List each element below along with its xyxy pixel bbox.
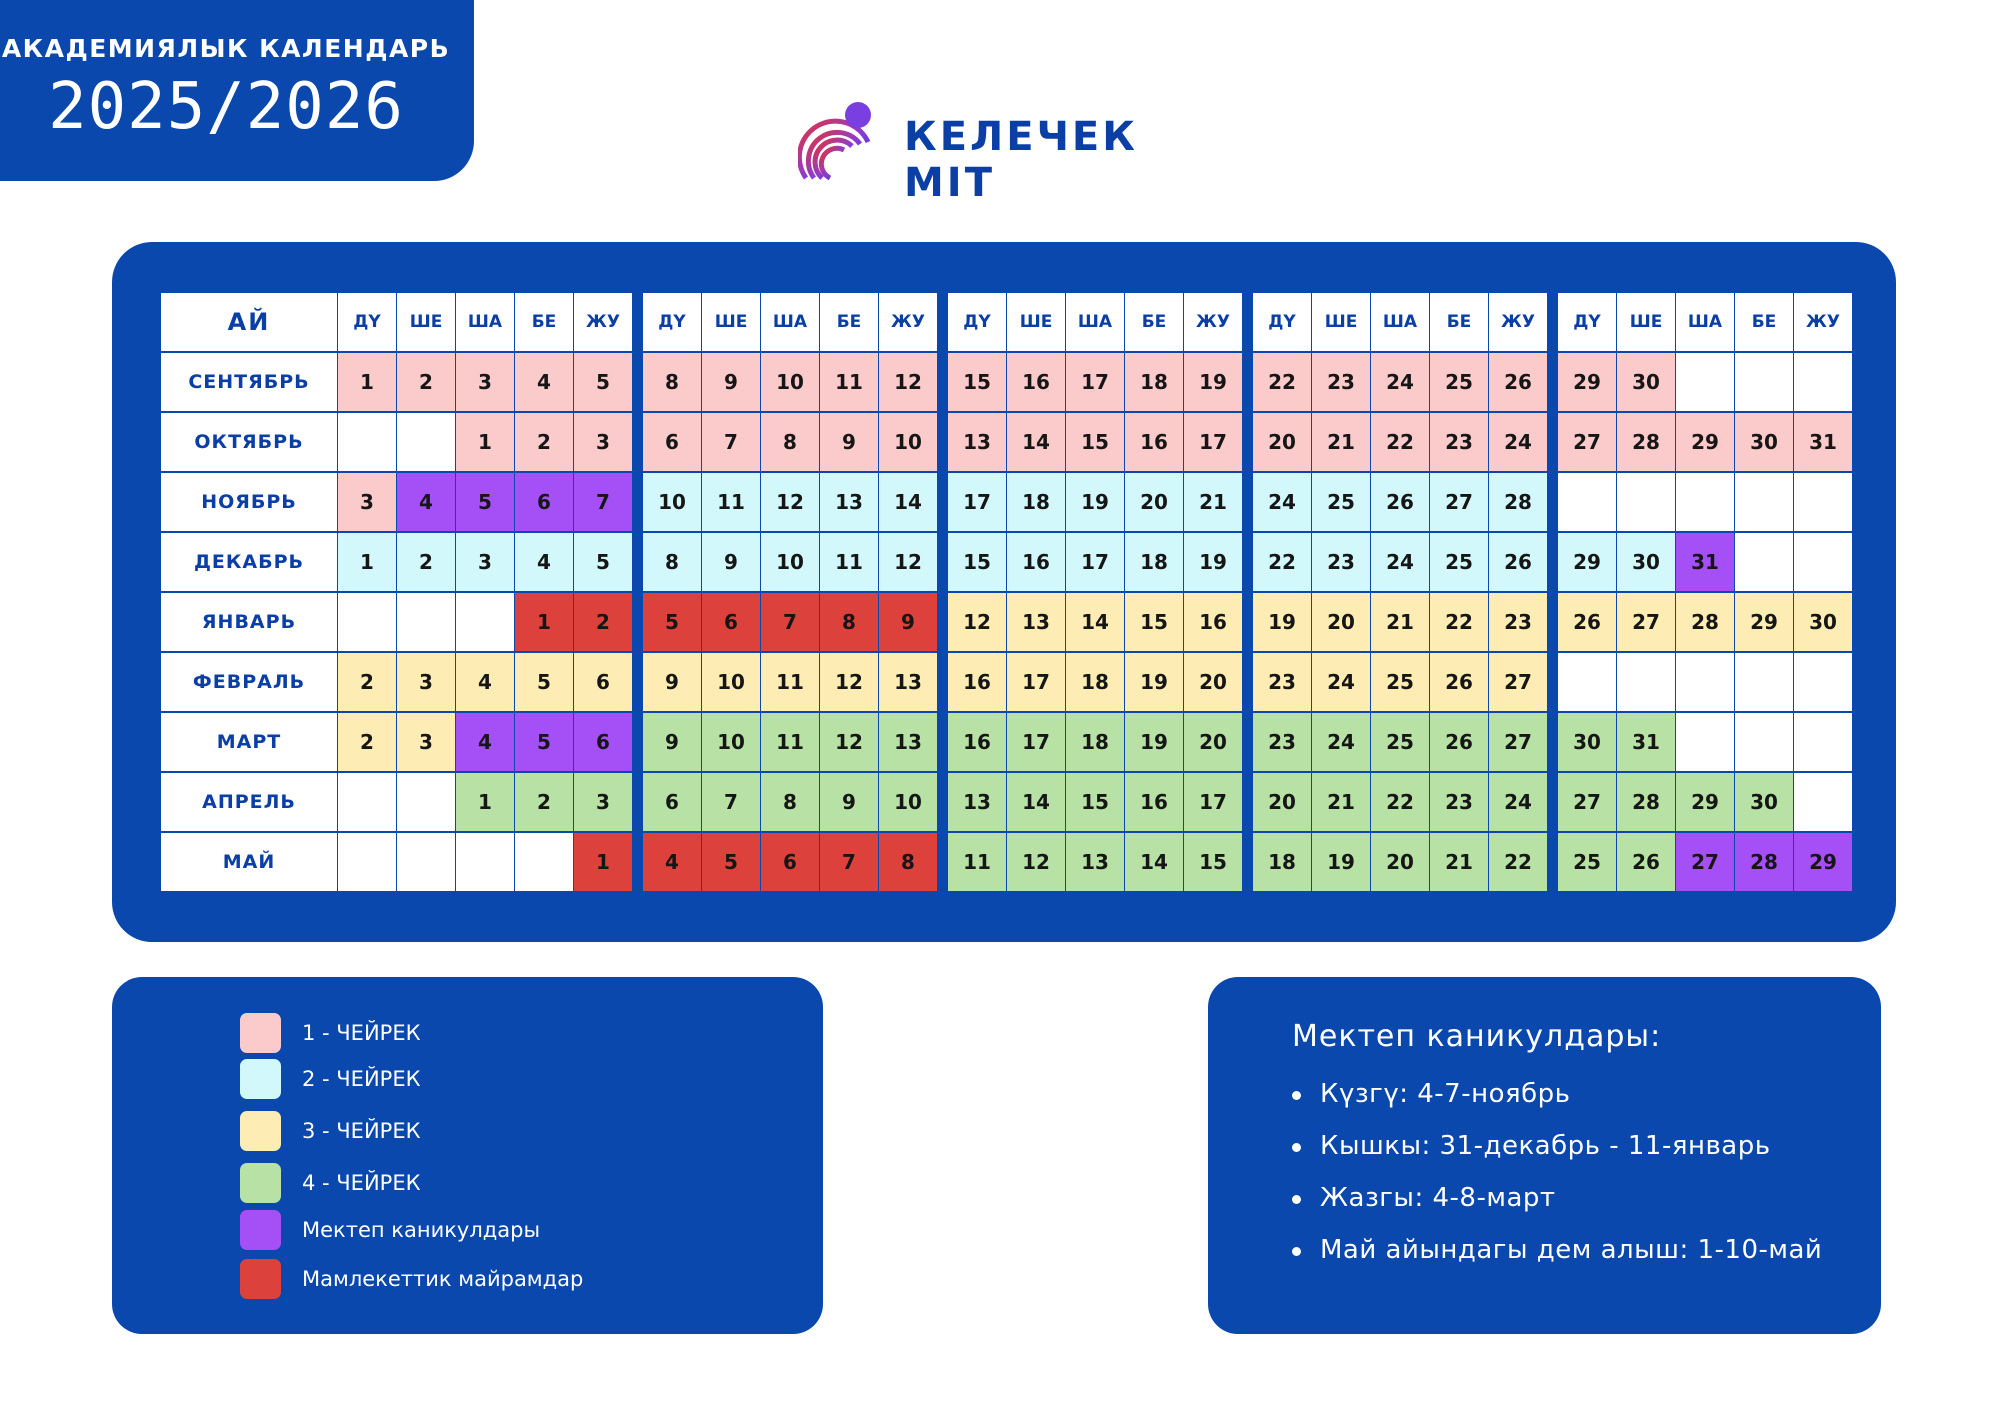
day-cell	[1794, 713, 1853, 772]
month-name: СЕНТЯБРЬ	[161, 353, 338, 412]
weekday-header: ША	[1371, 293, 1430, 352]
day-cell: 18	[1125, 353, 1184, 412]
day-cell: 13	[948, 773, 1007, 832]
day-cell: 16	[1007, 533, 1066, 592]
weekday-header: ДҮ	[1253, 293, 1312, 352]
bullet-icon	[1292, 1195, 1301, 1204]
day-cell	[1794, 533, 1853, 592]
day-cell	[456, 593, 515, 652]
day-cell: 16	[1007, 353, 1066, 412]
day-cell: 5	[574, 533, 633, 592]
weekday-header: ШЕ	[702, 293, 761, 352]
day-cell: 30	[1794, 593, 1853, 652]
day-cell	[397, 833, 456, 892]
day-cell: 21	[1184, 473, 1243, 532]
legend-swatch	[240, 1111, 281, 1151]
day-cell: 30	[1617, 533, 1676, 592]
day-cell	[397, 593, 456, 652]
day-cell: 25	[1371, 653, 1430, 712]
day-cell	[397, 413, 456, 472]
legend-swatch	[240, 1259, 281, 1299]
weekday-header: ШЕ	[397, 293, 456, 352]
day-cell: 27	[1558, 413, 1617, 472]
day-cell: 5	[643, 593, 702, 652]
day-cell: 18	[1253, 833, 1312, 892]
day-cell: 27	[1676, 833, 1735, 892]
weekday-header: ША	[1066, 293, 1125, 352]
legend-item	[240, 1111, 421, 1151]
day-cell: 16	[948, 713, 1007, 772]
day-cell: 10	[702, 653, 761, 712]
day-cell: 12	[879, 353, 938, 412]
day-cell: 24	[1371, 533, 1430, 592]
day-cell	[1794, 653, 1853, 712]
day-cell: 15	[1125, 593, 1184, 652]
day-cell: 20	[1184, 653, 1243, 712]
day-cell: 23	[1312, 353, 1371, 412]
day-cell: 4	[456, 713, 515, 772]
day-cell: 26	[1617, 833, 1676, 892]
day-cell: 8	[643, 533, 702, 592]
day-cell: 28	[1676, 593, 1735, 652]
legend-label: 2 - ЧЕЙРЕК	[302, 1067, 421, 1091]
day-cell: 23	[1253, 653, 1312, 712]
day-cell: 27	[1617, 593, 1676, 652]
weekday-header: ША	[456, 293, 515, 352]
day-cell: 5	[456, 473, 515, 532]
day-cell: 22	[1371, 773, 1430, 832]
holidays-panel	[1208, 977, 1881, 1334]
day-cell	[1676, 713, 1735, 772]
day-cell: 12	[1007, 833, 1066, 892]
day-cell	[456, 833, 515, 892]
day-cell: 9	[643, 653, 702, 712]
day-cell: 31	[1617, 713, 1676, 772]
calendar-subtitle: АКАДЕМИЯЛЫК КАЛЕНДАРЬ	[1, 34, 451, 63]
day-cell	[338, 773, 397, 832]
day-cell: 17	[1007, 653, 1066, 712]
holiday-item: Май айындагы дем алыш: 1-10-май	[1292, 1235, 1822, 1287]
weekday-header: ШЕ	[1617, 293, 1676, 352]
day-cell: 8	[761, 413, 820, 472]
day-cell: 7	[761, 593, 820, 652]
weekday-header: БЕ	[515, 293, 574, 352]
weekday-header: ШЕ	[1312, 293, 1371, 352]
day-cell: 18	[1125, 533, 1184, 592]
day-cell: 13	[879, 653, 938, 712]
legend-item	[240, 1210, 540, 1250]
day-cell: 7	[820, 833, 879, 892]
day-cell: 10	[761, 353, 820, 412]
weekday-header: БЕ	[1735, 293, 1794, 352]
day-cell: 6	[643, 413, 702, 472]
day-cell: 24	[1312, 713, 1371, 772]
day-cell: 14	[1125, 833, 1184, 892]
calendar-panel	[112, 242, 1896, 942]
day-cell: 10	[879, 773, 938, 832]
day-cell: 19	[1125, 713, 1184, 772]
day-cell: 15	[1066, 413, 1125, 472]
day-cell	[1735, 713, 1794, 772]
day-cell: 20	[1125, 473, 1184, 532]
weekday-header: ЖУ	[1184, 293, 1243, 352]
day-cell: 30	[1735, 773, 1794, 832]
month-column-header: АЙ	[161, 293, 338, 352]
academic-year: 2025/2026	[48, 70, 404, 144]
day-cell: 29	[1735, 593, 1794, 652]
day-cell: 8	[761, 773, 820, 832]
day-cell: 15	[1066, 773, 1125, 832]
day-cell: 31	[1794, 413, 1853, 472]
day-cell: 15	[948, 353, 1007, 412]
day-cell: 4	[515, 533, 574, 592]
day-cell: 6	[761, 833, 820, 892]
day-cell: 2	[574, 593, 633, 652]
legend-label: Мамлекеттик майрамдар	[302, 1267, 584, 1291]
day-cell: 12	[761, 473, 820, 532]
legend-label: Мектеп каникулдары	[302, 1218, 541, 1242]
weekday-header: ДҮ	[948, 293, 1007, 352]
day-cell: 28	[1617, 413, 1676, 472]
day-cell: 2	[397, 353, 456, 412]
holiday-item: Жазгы: 4-8-март	[1292, 1183, 1822, 1235]
day-cell: 14	[1007, 773, 1066, 832]
day-cell: 31	[1676, 533, 1735, 592]
day-cell: 5	[702, 833, 761, 892]
month-name: МАРТ	[161, 713, 338, 772]
day-cell: 11	[820, 533, 879, 592]
day-cell: 3	[338, 473, 397, 532]
day-cell: 6	[574, 713, 633, 772]
day-cell	[1617, 473, 1676, 532]
legend-label: 3 - ЧЕЙРЕК	[302, 1119, 421, 1143]
day-cell	[1558, 653, 1617, 712]
day-cell: 16	[1184, 593, 1243, 652]
day-cell: 27	[1489, 713, 1548, 772]
day-cell: 7	[702, 413, 761, 472]
day-cell: 28	[1735, 833, 1794, 892]
day-cell: 15	[1184, 833, 1243, 892]
day-cell: 26	[1558, 593, 1617, 652]
day-cell: 26	[1430, 653, 1489, 712]
day-cell: 20	[1184, 713, 1243, 772]
day-cell: 19	[1312, 833, 1371, 892]
weekday-header: ШЕ	[1007, 293, 1066, 352]
weekday-header: ДҮ	[643, 293, 702, 352]
day-cell: 12	[948, 593, 1007, 652]
day-cell: 28	[1617, 773, 1676, 832]
day-cell: 22	[1253, 533, 1312, 592]
day-cell: 18	[1007, 473, 1066, 532]
day-cell	[1735, 353, 1794, 412]
day-cell: 17	[1066, 533, 1125, 592]
day-cell: 1	[456, 773, 515, 832]
day-cell	[515, 833, 574, 892]
logo-mark-icon	[798, 100, 880, 182]
day-cell: 19	[1184, 353, 1243, 412]
day-cell: 19	[1066, 473, 1125, 532]
day-cell: 22	[1253, 353, 1312, 412]
day-cell: 18	[1066, 713, 1125, 772]
day-cell: 26	[1489, 533, 1548, 592]
day-cell: 23	[1253, 713, 1312, 772]
day-cell: 9	[820, 413, 879, 472]
bullet-icon	[1292, 1091, 1301, 1100]
day-cell: 23	[1430, 413, 1489, 472]
day-cell: 4	[456, 653, 515, 712]
day-cell: 24	[1489, 773, 1548, 832]
day-cell	[1676, 653, 1735, 712]
weekday-header: БЕ	[1125, 293, 1184, 352]
day-cell: 25	[1312, 473, 1371, 532]
day-cell: 4	[643, 833, 702, 892]
month-name: ФЕВРАЛЬ	[161, 653, 338, 712]
day-cell: 30	[1558, 713, 1617, 772]
day-cell: 26	[1430, 713, 1489, 772]
day-cell: 1	[574, 833, 633, 892]
day-cell: 2	[338, 713, 397, 772]
legend-swatch	[240, 1210, 281, 1250]
day-cell: 11	[761, 713, 820, 772]
day-cell	[1558, 473, 1617, 532]
day-cell: 21	[1430, 833, 1489, 892]
day-cell: 26	[1489, 353, 1548, 412]
day-cell	[338, 833, 397, 892]
day-cell	[1676, 353, 1735, 412]
weekday-header: ЖУ	[1489, 293, 1548, 352]
day-cell: 11	[820, 353, 879, 412]
day-cell	[1794, 773, 1853, 832]
day-cell: 30	[1735, 413, 1794, 472]
day-cell: 25	[1558, 833, 1617, 892]
month-name: ОКТЯБРЬ	[161, 413, 338, 472]
month-name: ЯНВАРЬ	[161, 593, 338, 652]
day-cell: 3	[397, 653, 456, 712]
day-cell: 2	[515, 413, 574, 472]
weekday-header: ЖУ	[879, 293, 938, 352]
day-cell: 29	[1558, 533, 1617, 592]
day-cell: 19	[1184, 533, 1243, 592]
day-cell	[397, 773, 456, 832]
brand-logo	[798, 100, 1218, 206]
day-cell: 24	[1253, 473, 1312, 532]
day-cell: 11	[702, 473, 761, 532]
day-cell: 12	[879, 533, 938, 592]
day-cell: 19	[1125, 653, 1184, 712]
day-cell: 6	[515, 473, 574, 532]
day-cell: 10	[761, 533, 820, 592]
day-cell	[1735, 533, 1794, 592]
day-cell: 10	[702, 713, 761, 772]
month-name: ДЕКАБРЬ	[161, 533, 338, 592]
day-cell	[1735, 473, 1794, 532]
day-cell: 1	[456, 413, 515, 472]
day-cell: 24	[1312, 653, 1371, 712]
weekday-header: БЕ	[1430, 293, 1489, 352]
day-cell: 13	[1007, 593, 1066, 652]
day-cell: 6	[643, 773, 702, 832]
day-cell: 3	[397, 713, 456, 772]
day-cell: 25	[1430, 533, 1489, 592]
day-cell	[1735, 653, 1794, 712]
day-cell: 22	[1430, 593, 1489, 652]
day-cell: 9	[702, 353, 761, 412]
day-cell: 8	[820, 593, 879, 652]
legend-item	[240, 1013, 421, 1053]
day-cell	[1676, 473, 1735, 532]
day-cell: 17	[1184, 773, 1243, 832]
day-cell: 14	[1066, 593, 1125, 652]
weekday-header: ША	[761, 293, 820, 352]
day-cell: 1	[515, 593, 574, 652]
month-name: МАЙ	[161, 833, 338, 892]
bullet-icon	[1292, 1143, 1301, 1152]
day-cell: 27	[1430, 473, 1489, 532]
day-cell: 13	[820, 473, 879, 532]
day-cell: 5	[574, 353, 633, 412]
weekday-header: ДҮ	[1558, 293, 1617, 352]
day-cell: 7	[574, 473, 633, 532]
day-cell: 14	[879, 473, 938, 532]
title-badge	[0, 0, 474, 181]
day-cell: 10	[643, 473, 702, 532]
day-cell: 20	[1253, 773, 1312, 832]
legend-swatch	[240, 1013, 281, 1053]
day-cell: 9	[643, 713, 702, 772]
brand-name: КЕЛЕЧЕК МІТ	[904, 114, 1138, 206]
day-cell: 23	[1312, 533, 1371, 592]
day-cell: 22	[1371, 413, 1430, 472]
day-cell: 26	[1371, 473, 1430, 532]
day-cell: 28	[1489, 473, 1548, 532]
day-cell: 13	[1066, 833, 1125, 892]
day-cell: 9	[820, 773, 879, 832]
day-cell	[338, 593, 397, 652]
day-cell: 13	[948, 413, 1007, 472]
legend-swatch	[240, 1163, 281, 1203]
day-cell	[1794, 473, 1853, 532]
day-cell: 4	[397, 473, 456, 532]
day-cell: 7	[702, 773, 761, 832]
day-cell: 17	[1066, 353, 1125, 412]
day-cell: 5	[515, 713, 574, 772]
day-cell: 29	[1558, 353, 1617, 412]
day-cell: 3	[456, 533, 515, 592]
holiday-item: Кышкы: 31-декабрь - 11-январь	[1292, 1131, 1822, 1183]
day-cell: 23	[1489, 593, 1548, 652]
day-cell: 16	[1125, 413, 1184, 472]
day-cell: 8	[643, 353, 702, 412]
day-cell: 8	[879, 833, 938, 892]
day-cell: 12	[820, 653, 879, 712]
weekday-header: ДҮ	[338, 293, 397, 352]
month-name: НОЯБРЬ	[161, 473, 338, 532]
day-cell: 20	[1253, 413, 1312, 472]
legend-swatch	[240, 1059, 281, 1099]
weekday-header: ЖУ	[574, 293, 633, 352]
weekday-header: БЕ	[820, 293, 879, 352]
legend-label: 4 - ЧЕЙРЕК	[302, 1171, 421, 1195]
month-name: АПРЕЛЬ	[161, 773, 338, 832]
day-cell: 19	[1253, 593, 1312, 652]
day-cell: 16	[948, 653, 1007, 712]
day-cell: 27	[1558, 773, 1617, 832]
day-cell: 16	[1125, 773, 1184, 832]
day-cell: 29	[1676, 773, 1735, 832]
day-cell: 27	[1489, 653, 1548, 712]
day-cell: 3	[456, 353, 515, 412]
day-cell: 20	[1371, 833, 1430, 892]
day-cell: 6	[702, 593, 761, 652]
day-cell: 3	[574, 413, 633, 472]
weekday-header: ЖУ	[1794, 293, 1853, 352]
day-cell: 25	[1430, 353, 1489, 412]
day-cell	[338, 413, 397, 472]
day-cell: 30	[1617, 353, 1676, 412]
day-cell: 9	[702, 533, 761, 592]
day-cell: 11	[948, 833, 1007, 892]
day-cell: 2	[338, 653, 397, 712]
day-cell: 4	[515, 353, 574, 412]
day-cell: 20	[1312, 593, 1371, 652]
day-cell: 1	[338, 353, 397, 412]
day-cell: 1	[338, 533, 397, 592]
day-cell: 23	[1430, 773, 1489, 832]
day-cell: 17	[1184, 413, 1243, 472]
day-cell: 15	[948, 533, 1007, 592]
holidays-list	[1292, 1079, 1822, 1287]
day-cell: 10	[879, 413, 938, 472]
day-cell: 17	[1007, 713, 1066, 772]
legend-panel	[112, 977, 823, 1334]
legend-item	[240, 1259, 583, 1299]
day-cell: 21	[1312, 413, 1371, 472]
day-cell: 18	[1066, 653, 1125, 712]
day-cell: 21	[1312, 773, 1371, 832]
day-cell	[1617, 653, 1676, 712]
day-cell: 2	[515, 773, 574, 832]
day-cell: 17	[948, 473, 1007, 532]
day-cell: 6	[574, 653, 633, 712]
day-cell: 3	[574, 773, 633, 832]
legend-item	[240, 1059, 421, 1099]
day-cell: 24	[1371, 353, 1430, 412]
day-cell: 12	[820, 713, 879, 772]
weekday-header: ША	[1676, 293, 1735, 352]
day-cell: 29	[1794, 833, 1853, 892]
legend-item	[240, 1163, 421, 1203]
day-cell: 29	[1676, 413, 1735, 472]
day-cell: 14	[1007, 413, 1066, 472]
legend-label: 1 - ЧЕЙРЕК	[302, 1021, 421, 1045]
holidays-title: Мектеп каникулдары:	[1292, 1019, 1662, 1054]
day-cell: 21	[1371, 593, 1430, 652]
day-cell: 13	[879, 713, 938, 772]
day-cell: 2	[397, 533, 456, 592]
holiday-item: Күзгү: 4-7-ноябрь	[1292, 1079, 1822, 1131]
day-cell: 9	[879, 593, 938, 652]
day-cell: 11	[761, 653, 820, 712]
day-cell: 25	[1371, 713, 1430, 772]
day-cell: 22	[1489, 833, 1548, 892]
day-cell: 24	[1489, 413, 1548, 472]
day-cell	[1794, 353, 1853, 412]
bullet-icon	[1292, 1247, 1301, 1256]
day-cell: 5	[515, 653, 574, 712]
